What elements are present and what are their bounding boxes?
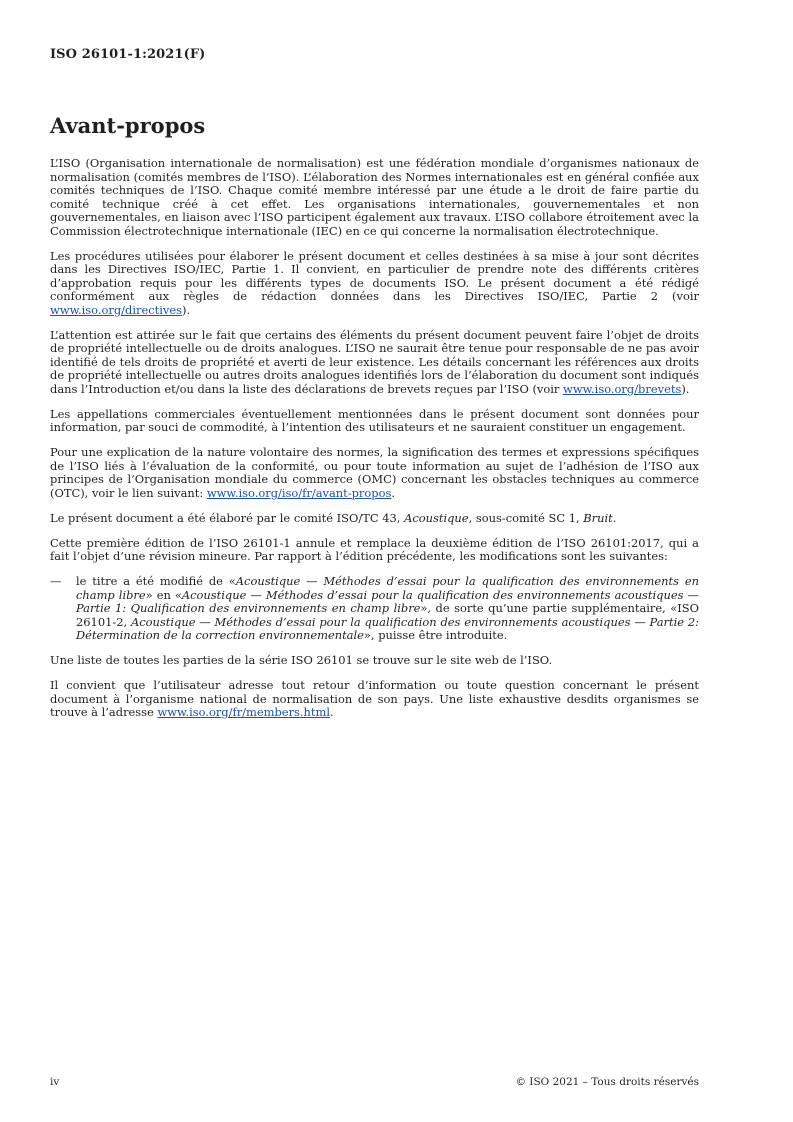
list-item-text: le titre a été modifié de «Acoustique — Méthodes d’essai pour la qualification des environnements en champ libre» en «Acoustique — Méthodes d’essai pour la qualification des environnements acoustiques — Partie 1: Qualification des environnements en champ libre», de sorte qu’une partie supplémentaire, «ISO 26101-2, Acoustique — Méthodes d’essai pour la qualification des environnements acoustiques — Partie 2: Détermination de la correction environnementale», puisse être introduite.	[76, 574, 699, 642]
foreword-info-link[interactable]: www.iso.org/iso/fr/avant-propos	[206, 485, 392, 500]
paragraph-feedback: Il convient que l’utilisateur adresse tout retour d’information ou toute question concernant le présent document à l’organisme national de normalisation de son pays. Une liste exhaustive desdits organismes se trouve à l’adresse www.iso.org/fr/members.html.	[50, 678, 699, 719]
paragraph-iso-intro: L’ISO (Organisation internationale de normalisation) est une fédération mondiale d’organismes nationaux de normalisation (comités membres de l’ISO). L’élaboration des Normes internationales est en général confiée aux comités techniques de l’ISO. Chaque comité membre intéressé par une étude a le droit de faire partie du comité technique créé à cet effet. Les organisations internationales, gouvernementales et non gouvernementales, en liaison avec l’ISO participent également aux travaux. L’ISO collabore étroitement avec la Commission électrotechnique internationale (IEC) en ce qui concerne la normalisation électrotechnique.	[50, 156, 699, 238]
paragraph-edition: Cette première édition de l’ISO 26101-1 annule et remplace la deuxième édition de l’ISO 26101:2017, qui a fait l’objet d’une révision mineure. Par rapport à l’édition précédente, les modifications sont les suivantes:	[50, 535, 699, 563]
patents-link[interactable]: www.iso.org/brevets	[563, 381, 682, 396]
paragraph-voluntary-nature: Pour une explication de la nature volontaire des normes, la signification des termes et expressions spécifiques de l’ISO liés à l’évaluation de la conformité, ou pour toute information au sujet de l’adhésion de l’ISO aux principes de l’Organisation mondiale du commerce (OMC) concernant les obstacles techniques au commerce (OTC), voir le lien suivant: www.iso.org/iso/fr/avant-propos.	[50, 445, 699, 500]
list-dash: —	[50, 574, 62, 588]
paragraph-committee: Le présent document a été élaboré par le comité ISO/TC 43, Acoustique, sous-comité SC 1, Bruit.	[50, 510, 617, 525]
page-number: iv	[50, 1076, 60, 1088]
subcommittee-name: Bruit	[583, 510, 613, 525]
section-title: Avant-propos	[50, 113, 206, 138]
paragraph-procedures: Les procédures utilisées pour élaborer le présent document et celles destinées à sa mise à jour sont décrites dans les Directives ISO/IEC, Partie 1. Il convient, en particulier de prendre note des différents critères d’approbation requis pour les différents types de documents ISO. Le présent document a été rédigé conformément aux règles de rédaction données dans les Directives ISO/IEC, Partie 2 (voir www.iso.org/directives).	[50, 248, 699, 317]
paragraph-trade-names: Les appellations commerciales éventuellement mentionnées dans le présent document sont données pour information, par souci de commodité, à l’intention des utilisateurs et ne sauraient constituer un engagement.	[50, 406, 699, 434]
copyright-notice: © ISO 2021 – Tous droits réservés	[515, 1076, 699, 1088]
document-identifier: ISO 26101-1:2021(F)	[50, 47, 206, 62]
paragraph-series-parts: Une liste de toutes les parties de la série ISO 26101 se trouve sur le site web de l’ISO.	[50, 653, 553, 667]
foreword-body	[50, 157, 699, 731]
directives-link[interactable]: www.iso.org/directives	[50, 302, 182, 317]
committee-name: Acoustique	[404, 510, 469, 525]
paragraph-patents: L’attention est attirée sur le fait que certains des éléments du présent document peuvent faire l’objet de droits de propriété intellectuelle ou de droits analogues. L’ISO ne saurait être tenue pour responsable de ne pas avoir identifié de tels droits de propriété et averti de leur existence. Les détails concernant les références aux droits de propriété intellectuelle ou autres droits analogues identifiés lors de l’élaboration du document sont indiqués dans l’Introduction et/ou dans la liste des déclarations de brevets reçues par l’ISO (voir www.iso.org/brevets).	[50, 327, 699, 396]
members-link[interactable]: www.iso.org/fr/members.html	[157, 705, 331, 719]
list-item	[50, 575, 699, 643]
